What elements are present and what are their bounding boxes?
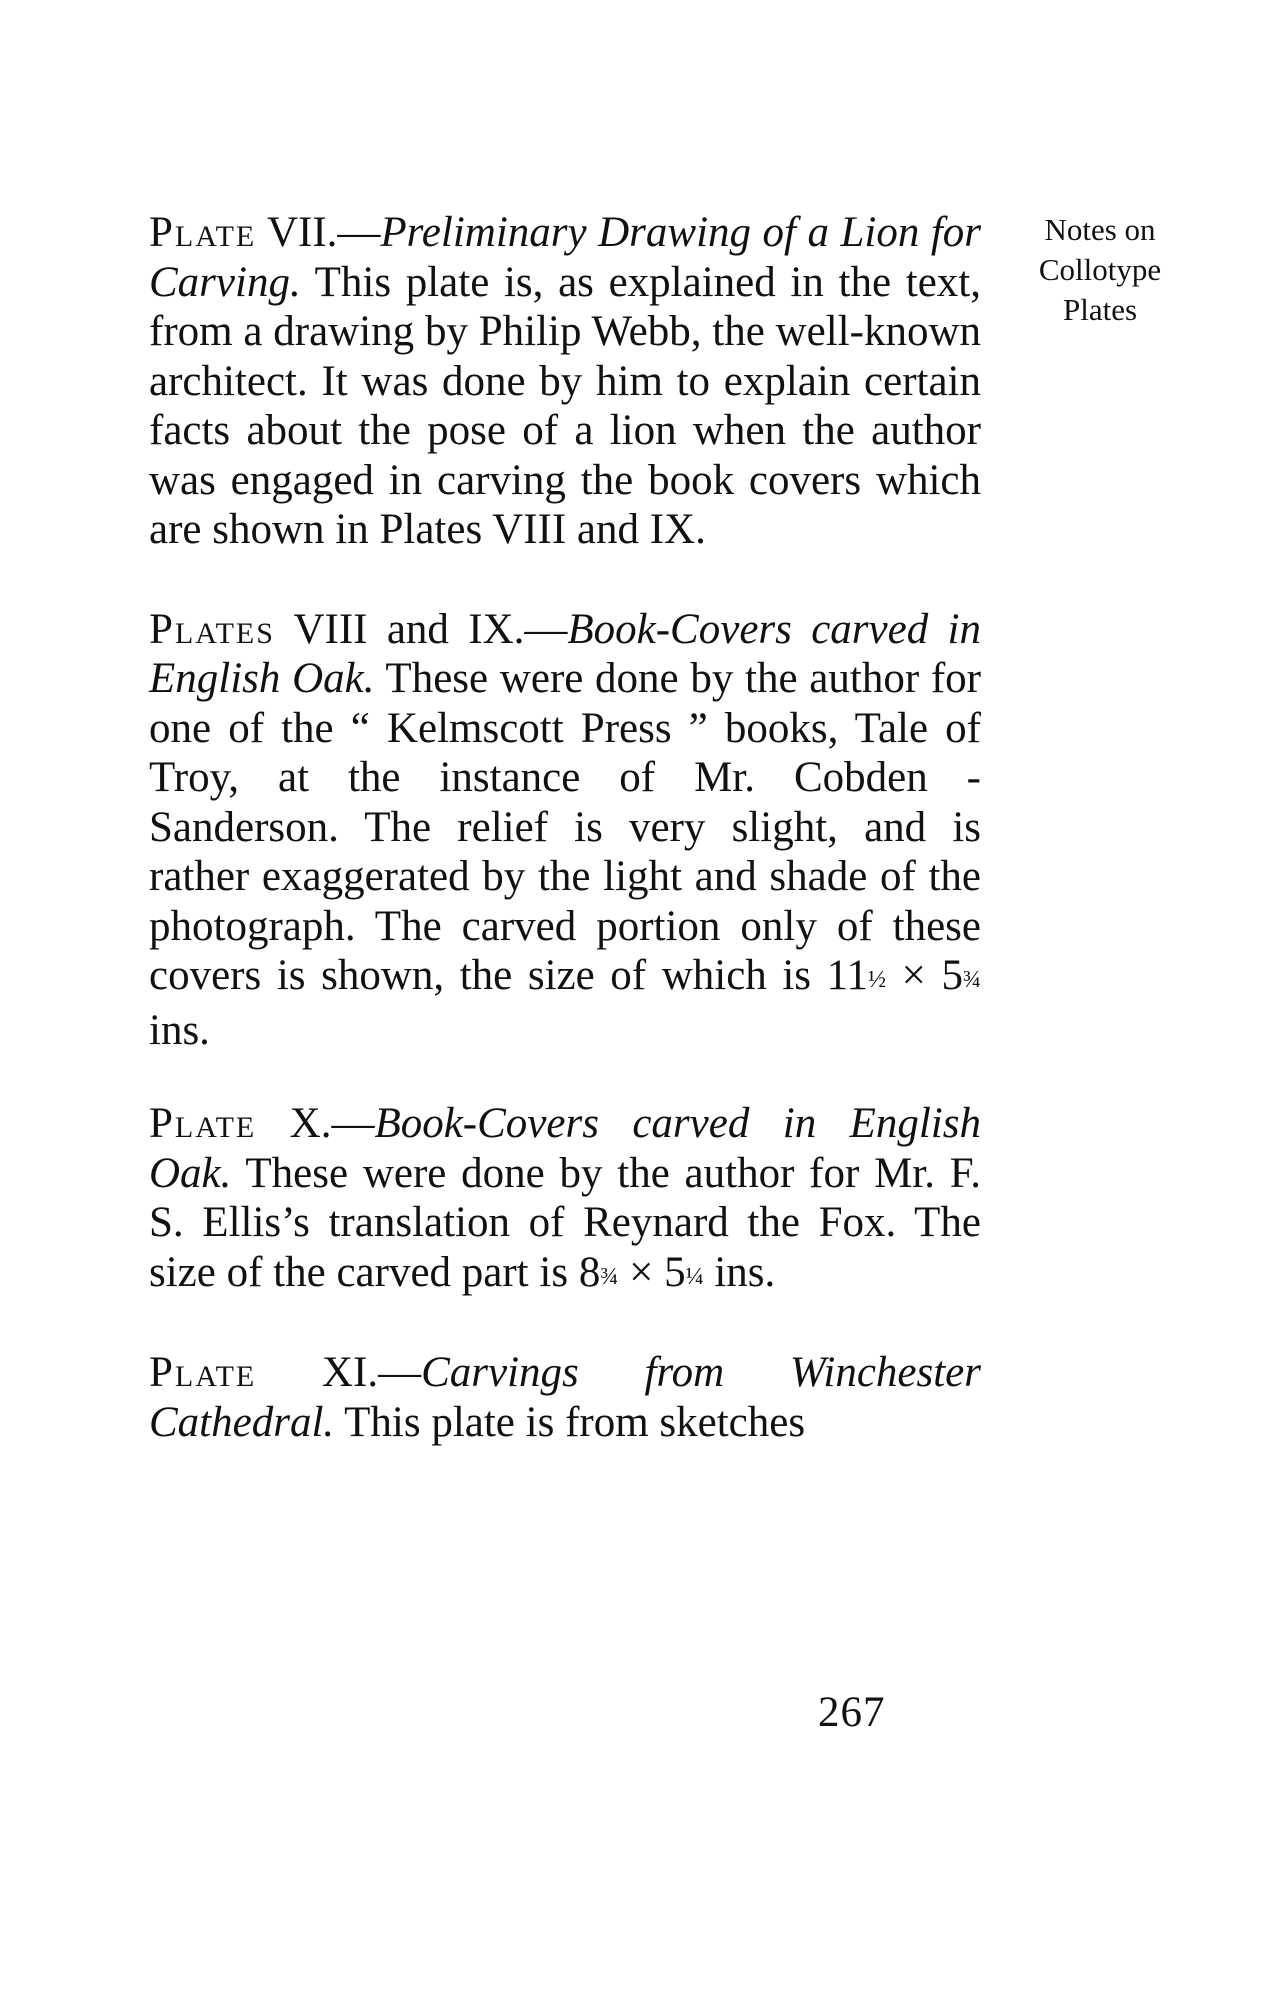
plate-title: Book-Covers carved in English Oak. (149, 1100, 981, 1197)
em-dash: — (337, 209, 381, 256)
plate-title: Preliminary Drawing of a Lion for Carving. (149, 209, 981, 306)
dimension-unit: ins. (703, 1248, 776, 1296)
plate-numeral: VIII and IX. (274, 605, 525, 653)
dimension-width-fraction: ¾ (962, 967, 981, 993)
plate-label: Plate (149, 209, 257, 256)
times-sign: × (618, 1248, 665, 1296)
plates-viii-ix-paragraph (149, 605, 981, 1056)
dimension-width: 5 (941, 952, 963, 999)
plate-label: Plate (149, 1100, 257, 1147)
plate-xi-paragraph (149, 1348, 981, 1447)
plate-title: Carvings from Winchester Cathedral. (149, 1349, 981, 1446)
margin-note-line: Plates (1062, 292, 1138, 327)
plate-x-paragraph (149, 1099, 981, 1302)
dimension-width: 5 (664, 1248, 686, 1296)
margin-note-line: Collotype (1038, 252, 1162, 287)
plate-description: These were done by the author for Mr. F. S. Ellis’s translation of Reynard the Fox. The size of the carved part is (149, 1149, 981, 1296)
em-dash: — (331, 1100, 375, 1147)
plate-numeral: X. (256, 1100, 332, 1147)
times-sign: × (886, 952, 942, 999)
plate-numeral: XI. (256, 1349, 379, 1396)
plate-label: Plate (149, 1349, 257, 1396)
dimension-height-fraction: ½ (868, 967, 887, 993)
plate-description: This plate is from sketches (334, 1398, 806, 1446)
dimension-unit: ins. (149, 1006, 210, 1054)
plate-label: Plates (149, 605, 275, 653)
plate-description: This plate is, as explained in the text, from a drawing by Philip Webb, the well-known architect. It was done by him to explain certain facts about the pose of a lion when the author was engaged in carving the book covers which are shown in Plates VIII and IX. (149, 258, 981, 553)
margin-note-line: Notes on (1044, 212, 1156, 247)
plate-vii-paragraph (149, 208, 981, 555)
dimension-width-fraction: ¼ (685, 1263, 704, 1290)
plate-numeral: VII. (256, 209, 338, 256)
plate-description: These were done by the author for one of the “ Kelmscott Press ” books, Tale of Troy, at the instance of Mr. Cobden - Sanderson. The relief is very slight, and is rather exaggerated by the light and shade of the photograph. The carved portion only of these covers is shown, the size of which is (149, 655, 981, 999)
plate-title: Book-Covers carved in English Oak. (149, 605, 981, 702)
em-dash: — (378, 1349, 422, 1396)
margin-note (1012, 210, 1188, 330)
dimension-height: 8 (578, 1248, 601, 1296)
page-number: 267 (818, 1689, 886, 1736)
dimension-height: 11 (826, 952, 869, 999)
em-dash: — (524, 605, 568, 653)
text-column (149, 208, 981, 1447)
dimension-height-fraction: ¾ (600, 1263, 619, 1290)
